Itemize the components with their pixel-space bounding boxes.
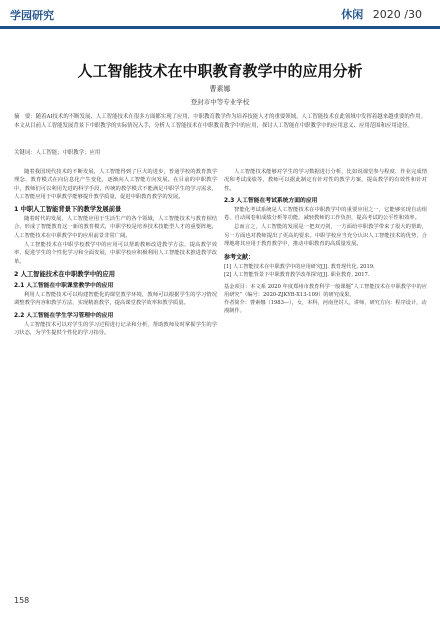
subsection-heading: 2.3 人工智能在考试系统方面的应用 — [224, 197, 318, 204]
abstract: 摘 要：随着AI技术的不断发展，人工智能技术在很多方面都实现了应用，中职教育教学作为培养技能人才的重要领域，人工智能技术在此领域中发挥着越来越重要的作用。本文从目前人工智能发展背景下中职教学的实际情况入手，分析人工智能技术在中职教育教学中的应用，探讨人工智能在中职教学中的应用意义、应用范围和应用途径。 — [14, 114, 426, 129]
paragraph: 人工智能技术能够对学生的学习数据进行分析，比如说课堂参与程度、作业完成情况和考试成绩等，教师可以据此制定有针对性的教学方案，提高教学的有效性和针对性。 — [224, 169, 427, 192]
keywords: 关键词：人工智能；中职教学；应用 — [14, 150, 101, 156]
reference-item: [2] 人工智能背景下中职教育教学改革探究[J]. 职业教育, 2017. — [224, 272, 370, 279]
paragraph: 人工智能技术在中职学校教学中的应用可以帮助教师改进教学方法，提高教学效率，促进学生的个性化学习和全面发展，中职学校应积极利用人工智能技术推进教学改革。 — [14, 242, 217, 265]
left-column — [14, 168, 217, 338]
paragraph: 随着我国现代技术的不断发展，人工智能得到了巨大的进步，普通学校的教育教学理念、教育模式在向信息化产生变化，逐渐向人工智能方向发展。在目前的中职教学中，教师们可以利用先进的科学手段，传统的教学模式不能满足中职学生的学习需求，人工智能应用于中职教学能够提升教学质量，促进中职教育教学的发展。 — [14, 169, 217, 200]
paragraph: 随着时代的发展，人工智能应用于生活生产的各个领域，人工智能技术与教育相结合，形成了智能教育这一新的教育模式，中职学校是培养技术技能型人才的重要阵地，人工智能技术在中职教学中的应用前景非常广阔。 — [14, 216, 217, 239]
article-title: 人工智能技术在中职教育教学中的应用分析 — [77, 62, 363, 80]
header-rule — [0, 26, 440, 29]
author: 曹素娜 — [209, 85, 231, 93]
right-column — [224, 168, 427, 315]
paragraph: 利用人工智能技术可以构建智能化的课堂教学环境，教师可以根据学生的学习情况调整教学内容和教学方法，实现精准教学，提高课堂教学效率和教学质量。 — [14, 291, 217, 307]
reference-item: [1] 人工智能技术在中职教学中的应用研究[J]. 教育现代化, 2019. — [224, 264, 375, 271]
journal-section: 学园研究 — [10, 9, 54, 22]
page-number: 158 — [14, 596, 30, 605]
issue-number: 2020 /30 — [372, 8, 422, 21]
affiliation: 登封市中等专业学校 — [190, 98, 250, 106]
section-heading: 2 人工智能技术在中职教学中的应用 — [14, 270, 116, 278]
paragraph: 智能化考试系统是人工智能技术在中职教学中的重要应用之一，它能够实现自动组卷、自动阅卷和成绩分析等功能，减轻教师的工作负担，提高考试的公平性和效率。 — [224, 206, 427, 222]
subsection-heading: 2.1 人工智能在中职课堂教学中的应用 — [14, 282, 114, 289]
funding-note: 基金项目：本文系 2020 年度郑州市教育科学一般课题“人工智能技术在中职教学中的应用研究”（编号：2020-ZJKYB-X13-109）的研究成果。 — [224, 284, 427, 299]
journal-issue — [341, 6, 422, 22]
journal-brand: 休闲 — [341, 8, 364, 21]
paragraph: 人工智能技术可以对学生的学习过程进行记录和分析，帮助教师及时掌握学生的学习状态，为学生提供个性化的学习指导。 — [14, 321, 217, 336]
subsection-heading: 2.2 人工智能在学生学习管理中的应用 — [14, 312, 114, 319]
references-heading: 参考文献： — [224, 254, 255, 262]
section-heading: 1 中职人工智能背景下的教学发展前景 — [14, 206, 122, 214]
page-header — [0, 0, 440, 27]
paragraph: 总而言之，人工智能的发展是一把双刃剑，一方面给中职教学带来了很大的帮助，另一方面也对教师提出了更高的要求。中职学校应当充分认识人工智能技术的优势，合理地将其应用于教育教学中，推动中职教育的高质量发展。 — [224, 224, 427, 248]
author-bio: 作者简介：曹素娜（1983—），女，本科，河南登封人，讲师，研究方向：程序设计，动漫制作。 — [224, 300, 427, 315]
